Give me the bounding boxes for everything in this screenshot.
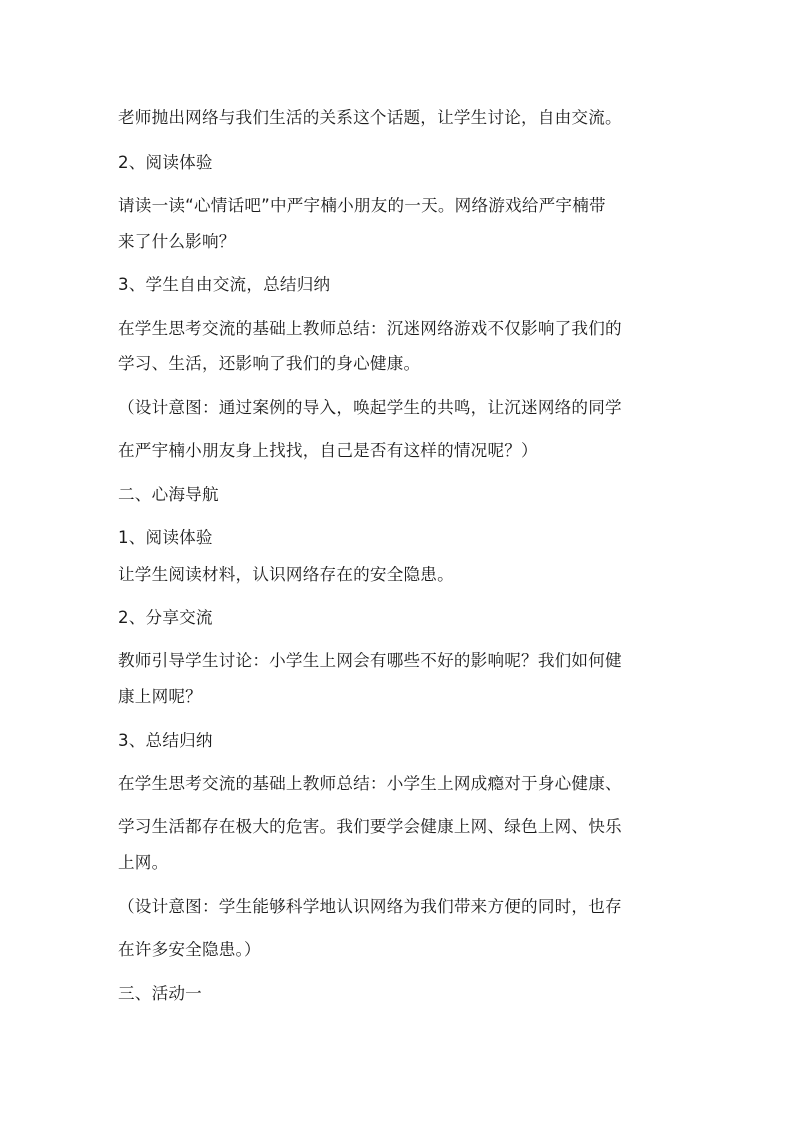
body-text-line: 在学生思考交流的基础上教师总结：沉迷网络游戏不仅影响了我们的 [118, 319, 622, 338]
body-text-line: 来了什么影响？ [118, 232, 236, 251]
design-intent-note: 在严宇楠小朋友身上找找，自己是否有这样的情况呢？） [118, 441, 538, 460]
body-text-line: 在学生思考交流的基础上教师总结：小学生上网成瘾对于身心健康、 [118, 774, 622, 793]
body-text-line: 教师引导学生讨论：小学生上网会有哪些不好的影响呢？我们如何健 [118, 651, 622, 670]
body-text-line: 让学生阅读材料，认识网络存在的安全隐患。 [118, 565, 454, 584]
section-heading: 2、分享交流 [118, 608, 213, 627]
design-intent-note: （设计意图：通过案例的导入，唤起学生的共鸣，让沉迷网络的同学 [118, 398, 622, 417]
design-intent-note: 在许多安全隐患。） [118, 940, 261, 959]
body-text-line: 请读一读“心情话吧”中严宇楠小朋友的一天。网络游戏给严宇楠带 [118, 196, 606, 215]
design-intent-note: （设计意图：学生能够科学地认识网络为我们带来方便的同时，也存 [118, 897, 622, 916]
section-heading: 3、学生自由交流，总结归纳 [118, 275, 331, 294]
section-heading: 二、心海导航 [118, 485, 219, 504]
section-heading: 三、活动一 [118, 984, 202, 1003]
body-text-line: 康上网呢？ [118, 687, 202, 706]
body-text-line: 学习、生活，还影响了我们的身心健康。 [118, 354, 421, 373]
section-heading: 3、总结归纳 [118, 731, 213, 750]
section-heading: 2、阅读体验 [118, 153, 213, 172]
body-text-line: 上网。 [118, 853, 169, 872]
section-heading: 1、阅读体验 [118, 528, 213, 547]
body-text-line: 学习生活都存在极大的危害。我们要学会健康上网、绿色上网、快乐 [118, 817, 622, 836]
body-text-line: 老师抛出网络与我们生活的关系这个话题，让学生讨论，自由交流。 [118, 108, 622, 127]
